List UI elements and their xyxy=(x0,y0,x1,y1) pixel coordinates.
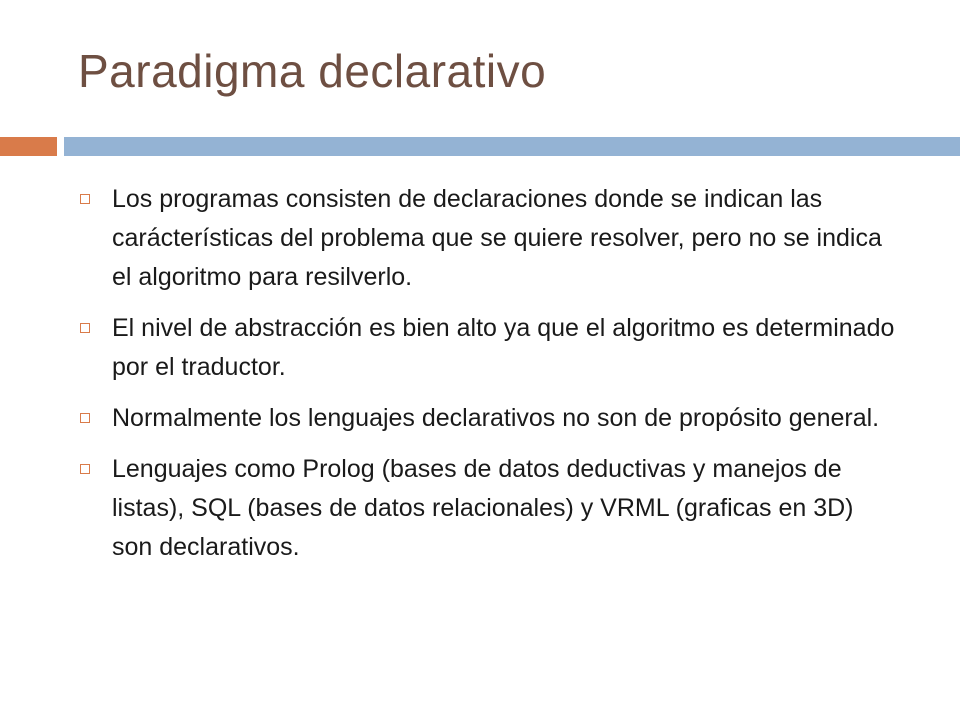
bullet-item xyxy=(76,399,896,438)
bullet-text: Los programas consisten de declaraciones donde se indican las carácterísticas del problema que se quiere resolver, pero no se indica el algoritmo para resilverlo. xyxy=(112,185,882,291)
bullet-text: El nivel de abstracción es bien alto ya que el algoritmo es determinado por el traductor. xyxy=(112,314,895,381)
square-bullet-icon xyxy=(80,413,90,423)
bullet-item xyxy=(76,309,896,387)
bullet-text: Normalmente los lenguajes declarativos no son de propósito general. xyxy=(112,404,880,432)
square-bullet-icon xyxy=(80,323,90,333)
bullet-item xyxy=(76,450,896,567)
bullet-text: Lenguajes como Prolog (bases de datos deductivas y manejos de listas), SQL (bases de datos relacionales) y VRML (graficas en 3D) son declarativos. xyxy=(112,455,854,561)
bullet-item xyxy=(76,180,896,297)
square-bullet-icon xyxy=(80,194,90,204)
accent-bar xyxy=(0,137,57,156)
bullet-list xyxy=(76,180,896,579)
slide-title: Paradigma declarativo xyxy=(78,45,547,97)
title-rule-bar xyxy=(64,137,960,156)
square-bullet-icon xyxy=(80,464,90,474)
